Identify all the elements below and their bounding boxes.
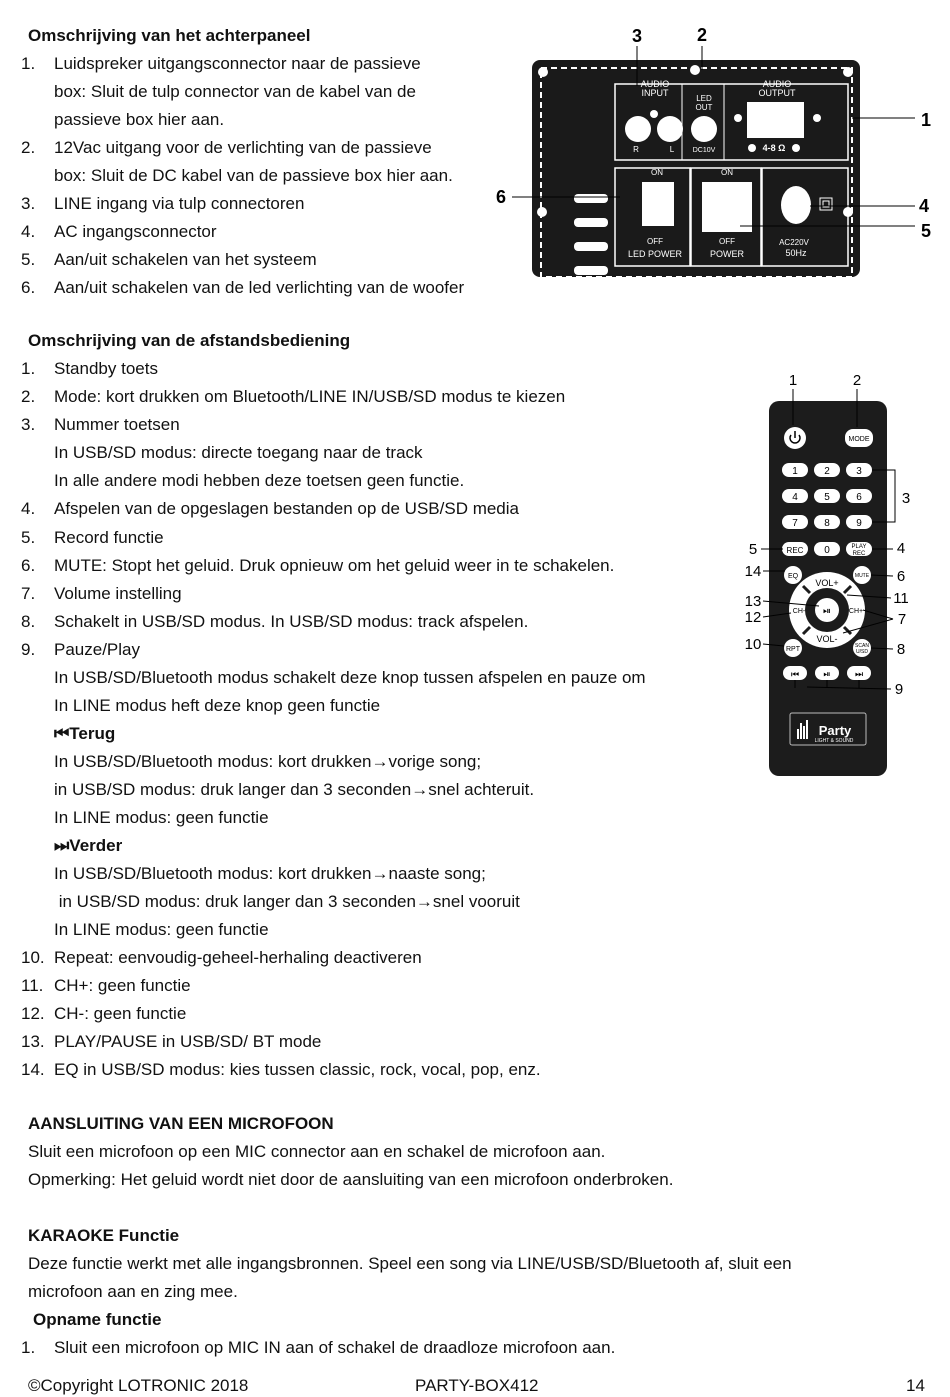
list-number: 5. [21,250,36,269]
svg-text:4-8 Ω: 4-8 Ω [762,143,786,153]
record-heading: Opname functie [33,1310,162,1329]
list-item: PLAY/PAUSE in USB/SD/ BT mode [54,1032,322,1051]
list-item: Mode: kort drukken om Bluetooth/LINE IN/USB/SD modus te kiezen [54,387,566,406]
list-item: In USB/SD/Bluetooth modus: kort drukken→naaste song; [54,864,486,883]
list-item: In USB/SD/Bluetooth modus: kort drukken→vorige song; [54,752,482,771]
led-bar [574,194,608,203]
list-number: 2. [21,138,36,157]
karaoke-text: microfoon aan en zing mee. [28,1282,238,1301]
list-number: 5. [21,528,36,547]
svg-text:5: 5 [824,492,830,503]
svg-text:LIGHT & SOUND: LIGHT & SOUND [814,738,854,744]
svg-text:8: 8 [824,518,830,529]
list-number: 4. [21,222,36,241]
svg-text:6: 6 [856,492,862,503]
list-number: 1. [21,1338,36,1357]
play-pause-icon: ⏯ [823,669,831,679]
list-item: in USB/SD modus: druk langer dan 3 seconden→snel achteruit. [54,780,535,799]
list-item: EQ in USB/SD modus: kies tussen classic, rock, vocal, pop, enz. [54,1060,541,1079]
led-out-label: LED [696,94,712,103]
svg-text:REC: REC [786,546,804,555]
list-item: Afspelen van de opgeslagen bestanden op de USB/SD media [54,499,519,518]
list-item: Luidspreker uitgangsconnector naar de passieve [54,54,421,73]
mic-text: Opmerking: Het geluid wordt niet door de aansluiting van een microfoon onderbroken. [28,1170,674,1189]
callout-1: 1 [920,110,932,130]
callout-8: 8 [896,641,906,658]
callout-2: 2 [852,372,862,389]
svg-text:OFF: OFF [647,237,663,246]
callout-14: 14 [744,563,762,580]
callout-10: 10 [744,636,762,653]
screw-icon [690,65,700,75]
svg-text:PLAY: PLAY [851,544,867,550]
audio-input-label: INPUT [641,88,669,98]
svg-text:AC220V: AC220V [779,238,809,247]
svg-text:Party: Party [818,723,852,738]
svg-text:1: 1 [792,466,798,477]
list-number: 4. [21,499,36,518]
prev-heading: ⏮Terug [54,724,116,743]
list-item: Schakelt in USB/SD modus. In USB/SD modus: track afspelen. [54,612,529,631]
svg-text:ON: ON [721,168,733,177]
list-item: Repeat: eenvoudig-geheel-herhaling deactiveren [54,948,422,967]
karaoke-text: Deze functie werkt met alle ingangsbronnen. Speel een song via LINE/USB/SD/Bluetooth af, sluit een [28,1254,792,1273]
list-item: AC ingangsconnector [54,222,217,241]
list-number: 13. [21,1032,45,1051]
footer-model: PARTY-BOX412 [415,1376,539,1395]
svg-text:RPT: RPT [786,646,800,653]
next-heading: ⏭Verder [54,836,123,855]
list-item: In LINE modus heft deze knop geen functie [54,696,381,715]
svg-text:POWER: POWER [709,249,745,259]
karaoke-heading: KARAOKE Functie [28,1226,180,1245]
led-bar [574,242,608,251]
prev-icon: ⏮ [790,669,800,679]
svg-text:REC: REC [852,551,866,557]
svg-text:4: 4 [792,492,798,503]
list-number: 8. [21,612,36,631]
rca-r-connector [625,116,651,142]
list-number: 1. [21,54,36,73]
list-number: 9. [21,640,36,659]
list-number: 11. [21,976,44,995]
callout-11: 11 [893,590,909,607]
list-item: In USB/SD/Bluetooth modus schakelt deze knop tussen afspelen en pauze om [54,668,646,687]
led-bar [574,218,608,227]
rca-l-connector [657,116,683,142]
vol-plus-label: VOL+ [815,578,839,588]
ch-minus-label: CH- [792,608,806,615]
list-item: Record functie [54,528,164,547]
list-item: in USB/SD modus: druk langer dan 3 seconden→snel vooruit [54,892,520,911]
power-switch [702,182,752,232]
list-item: In alle andere modi hebben deze toetsen geen functie. [54,471,465,490]
remote-heading: Omschrijving van de afstandsbediening [28,331,351,350]
list-item: LINE ingang via tulp connectoren [54,194,305,213]
svg-text:50Hz: 50Hz [785,248,807,258]
back-panel-diagram [490,22,940,277]
ac-socket [781,186,811,224]
svg-text:DC10V: DC10V [692,147,716,154]
svg-text:9: 9 [856,518,862,529]
back-panel-heading: Omschrijving van het achterpaneel [28,26,311,45]
list-item: MUTE: Stopt het geluid. Druk opnieuw om het geluid weer in te schakelen. [54,556,615,575]
list-number: 3. [21,415,36,434]
list-item: Standby toets [54,359,158,378]
svg-text:⏯: ⏯ [823,606,831,617]
list-number: 3. [21,194,36,213]
callout-5: 5 [920,221,932,241]
list-item: box: Sluit de tulp connector van de kabel van de [54,82,416,101]
list-number: 12. [21,1004,45,1023]
mic-text: Sluit een microfoon op een MIC connector aan en schakel de microfoon aan. [28,1142,606,1161]
list-number: 6. [21,556,36,575]
callout-9: 9 [894,681,904,698]
audio-output-label: OUTPUT [758,88,796,98]
list-item: CH-: geen functie [54,1004,187,1023]
list-item: In USB/SD modus: directe toegang naar de track [54,443,423,462]
list-item: Sluit een microfoon op MIC IN aan of schakel de draadloze microfoon aan. [54,1338,616,1357]
number-keys [782,463,872,529]
list-item: CH+: geen functie [54,976,191,995]
callout-5: 5 [748,541,758,558]
footer-page-number: 14 [906,1376,925,1395]
svg-text:L: L [669,145,675,154]
next-icon: ⏭ [854,669,864,679]
list-item: box: Sluit de DC kabel van de passieve box hier aan. [54,166,453,185]
callout-6: 6 [495,187,507,207]
callout-4: 4 [896,540,906,557]
svg-text:U/SD: U/SD [856,649,868,655]
audio-output-label: AUDIO [762,79,792,89]
screw-icon [538,67,548,77]
list-number: 6. [21,278,36,297]
callout-3: 3 [631,26,643,46]
svg-text:MUTE: MUTE [854,573,870,579]
list-item: In LINE modus: geen functie [54,808,269,827]
list-item: passieve box hier aan. [54,110,225,129]
svg-text:LED POWER: LED POWER [627,249,683,259]
svg-text:ON: ON [651,168,663,177]
list-item: Pauze/Play [54,640,140,659]
callout-7: 7 [897,611,907,628]
callout-2: 2 [696,25,708,45]
list-item: Aan/uit schakelen van de led verlichting van de woofer [54,278,465,297]
svg-text:0: 0 [824,545,830,556]
callout-13: 13 [744,593,762,610]
led-bar [574,266,608,275]
list-number: 14. [21,1060,45,1079]
list-number: 1. [21,359,36,378]
callout-3: 3 [901,490,911,507]
list-item: Aan/uit schakelen van het systeem [54,250,317,269]
callout-12: 12 [744,609,762,626]
list-item: Nummer toetsen [54,415,180,434]
svg-text:EQ: EQ [787,573,799,580]
svg-text:R: R [633,145,639,154]
remote-diagram [735,365,945,785]
dc-connector [691,116,717,142]
svg-text:2: 2 [824,466,830,477]
ch-plus-label: CH+ [848,608,864,615]
svg-text:3: 3 [856,466,862,477]
led-out-label: OUT [695,103,713,112]
callout-4: 4 [918,196,930,216]
callout-1: 1 [788,372,798,389]
list-item: In LINE modus: geen functie [54,920,269,939]
list-item: Volume instelling [54,584,182,603]
svg-text:MODE: MODE [848,436,870,443]
led-power-switch [642,182,674,226]
speaker-output-connector [747,102,804,138]
list-number: 10. [21,948,45,967]
svg-text:7: 7 [792,518,798,529]
list-item: 12Vac uitgang voor de verlichting van de passieve [54,138,432,157]
svg-text:OFF: OFF [719,237,735,246]
svg-text:SCAN: SCAN [855,643,869,649]
screw-icon [537,207,547,217]
footer-copyright: ©Copyright LOTRONIC 2018 [28,1376,249,1395]
mic-heading: AANSLUITING VAN EEN MICROFOON [28,1114,334,1133]
list-number: 2. [21,387,36,406]
screw-icon [843,67,853,77]
vol-minus-label: VOL- [816,634,838,644]
callout-6: 6 [896,568,906,585]
audio-input-label: AUDIO [640,79,670,89]
list-number: 7. [21,584,36,603]
